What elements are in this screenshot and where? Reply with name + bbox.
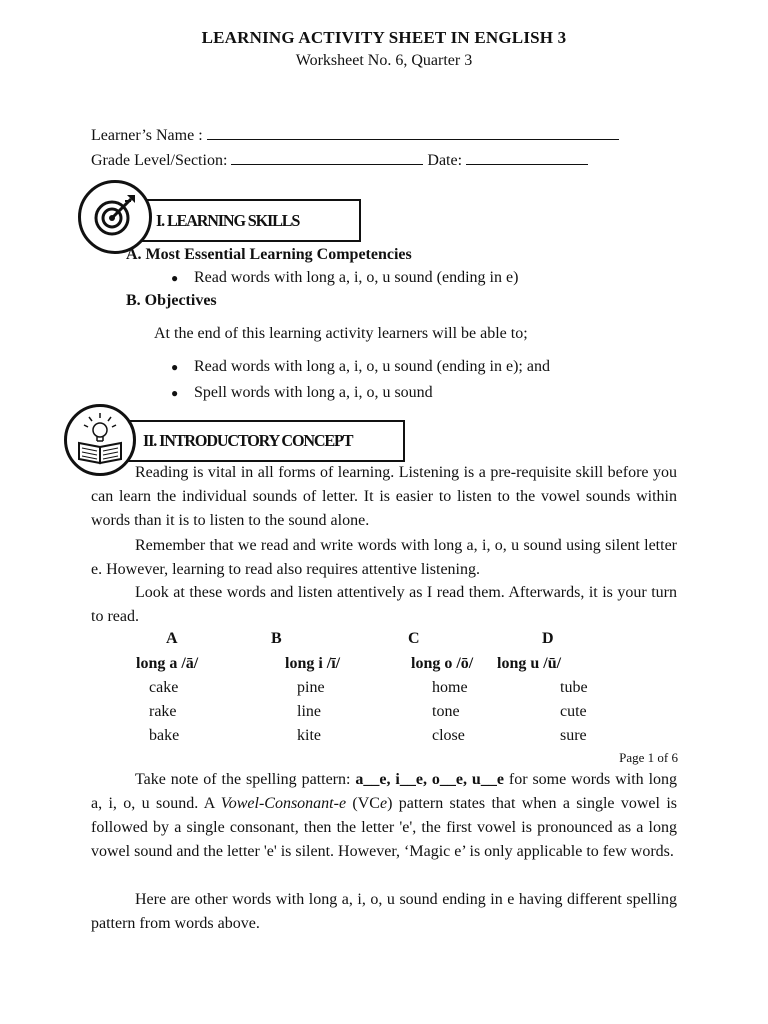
column-header-c: long o /ō/: [411, 655, 474, 672]
intro-paragraph-2: Remember that we read and write words with long a, i, o, u sound using silent letter e. However, learning to read also requires attentive listening.: [91, 537, 677, 578]
column-letter-c: C: [408, 630, 420, 647]
competencies-heading: A. Most Essential Learning Competencies: [126, 246, 412, 263]
word-cell: cake: [149, 679, 179, 696]
column-header-d: long u /ū/: [497, 655, 562, 672]
word-cell: pine: [297, 679, 325, 696]
document-title: LEARNING ACTIVITY SHEET IN ENGLISH 3: [201, 28, 567, 47]
grade-section-blank[interactable]: [231, 150, 423, 165]
learner-name-blank[interactable]: [207, 125, 619, 140]
bullet-icon: ●: [171, 271, 179, 285]
p4-mid: for some words with long a, i, o, u sound. A: [91, 771, 678, 812]
intro-paragraph-1: Reading is vital in all forms of learning. Listening is a pre-requisite skill before you can learn the individual sounds of letter. It is easier to listen to the vowel sounds within words than it is to listen to the sound alone.: [91, 464, 677, 529]
section1-header-box: [138, 199, 361, 242]
word-cell: tone: [432, 703, 460, 720]
p4-end: ) pattern states that when a single vowel is followed by a single consonant, then the letter 'e', the first vowel is pronounced as a long vowel sound and the letter 'e' is silent. However, ‘Magic e’ is only applicable to few words.: [91, 795, 677, 860]
objective-item-1: Read words with long a, i, o, u sound (ending in e); and: [194, 358, 550, 375]
spelling-patterns: a__e, i__e, o__e, u__e: [355, 771, 504, 788]
objective-item-2: Spell words with long a, i, o, u sound: [194, 384, 433, 401]
p4-abbr-italic: e: [379, 795, 388, 812]
date-blank[interactable]: [466, 150, 588, 165]
column-header-a: long a /ā/: [136, 655, 199, 672]
section2-header-box: [125, 420, 405, 462]
column-letter-a: A: [166, 630, 178, 647]
column-letter-b: B: [271, 630, 282, 647]
competency-item-1: Read words with long a, i, o, u sound (ending in e): [194, 269, 519, 286]
word-cell: bake: [149, 727, 180, 744]
bullet-icon: ●: [171, 386, 179, 400]
word-cell: rake: [149, 703, 177, 720]
word-cell: line: [297, 703, 321, 720]
objectives-heading: B. Objectives: [126, 292, 217, 309]
section2-title: II. INTRODUCTORY CONCEPT: [143, 431, 353, 450]
vce-term: Vowel-Consonant-e: [220, 795, 347, 812]
word-cell: kite: [297, 727, 321, 744]
grade-section-row: [91, 150, 588, 170]
word-cell: tube: [560, 679, 588, 696]
column-header-b: long i /ī/: [285, 655, 341, 672]
word-cell: close: [432, 727, 465, 744]
word-cell: sure: [560, 727, 587, 744]
column-letter-d: D: [542, 630, 554, 647]
word-cell: home: [432, 679, 468, 696]
other-words-paragraph: Here are other words with long a, i, o, u sound ending in e having different spelling pattern from words above.: [91, 891, 677, 932]
spelling-pattern-paragraph: [91, 768, 677, 864]
word-cell: cute: [560, 703, 587, 720]
grade-section-label: Grade Level/Section:: [91, 152, 228, 169]
intro-paragraph-3: Look at these words and listen attentively as I read them. Afterwards, it is your turn to read.: [91, 584, 677, 625]
page-number: Page 1 of 6: [619, 750, 678, 765]
section1-title: I. LEARNING SKILLS: [156, 211, 300, 230]
document-subtitle: Worksheet No. 6, Quarter 3: [295, 52, 473, 69]
bullet-icon: ●: [171, 360, 179, 374]
date-label: Date:: [427, 152, 463, 169]
p4-abbr-open: (VC: [346, 795, 380, 812]
learner-name-label: Learner’s Name :: [91, 127, 203, 144]
objectives-intro: At the end of this learning activity learners will be able to;: [154, 325, 528, 342]
learner-name-row: [91, 125, 619, 145]
target-icon: [78, 180, 152, 254]
p4-start: Take note of the spelling pattern:: [135, 771, 356, 788]
